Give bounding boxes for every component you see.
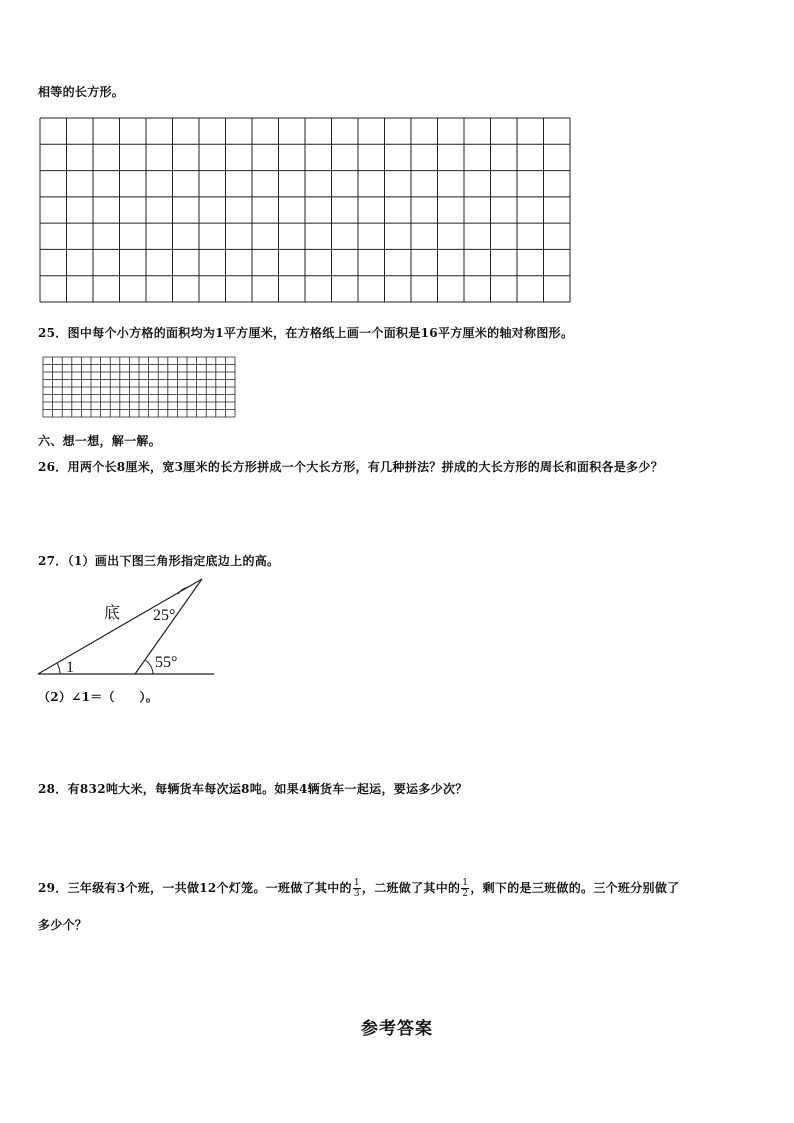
question-25: 25．图中每个小方格的面积均为1平方厘米，在方格纸上画一个面积是16平方厘米的轴对称图形。 xyxy=(38,326,574,340)
square-grid-large xyxy=(39,117,571,303)
triangle-figure xyxy=(36,576,226,686)
square-grid-small xyxy=(42,356,236,418)
fraction-numerator: 1 xyxy=(462,878,469,888)
fraction-one-half xyxy=(461,878,469,899)
question-26: 26．用两个长8厘米，宽3厘米的长方形拼成一个大长方形，有几种拼法？拼成的大长方形的周长和面积各是多少？ xyxy=(38,460,664,474)
angle-25-label: 25° xyxy=(153,607,176,624)
angle-55-arc xyxy=(145,660,153,674)
angle-1-arc xyxy=(57,663,60,674)
question-27-part-2: （2）∠1＝（ ）。 xyxy=(38,690,159,704)
question-29-line-1 xyxy=(38,878,679,899)
q29-text-part3: ，剩下的是三班做的。三个班分别做了 xyxy=(470,881,680,895)
question-27-part-1: 27．（1）画出下图三角形指定底边上的高。 xyxy=(38,554,280,568)
q29-text-part1: 29．三年级有3个班，一共做12个灯笼。一班做了其中的 xyxy=(38,881,352,895)
fraction-denominator: 2 xyxy=(462,889,469,899)
section-6-heading: 六、想一想，解一解。 xyxy=(38,434,162,448)
fraction-one-third xyxy=(353,878,361,899)
question-29-line-2: 多少个？ xyxy=(38,918,88,932)
q29-text-part2: ，二班做了其中的 xyxy=(361,881,461,895)
fraction-denominator: 3 xyxy=(353,889,360,899)
answer-section-title: 参考答案 xyxy=(361,1019,433,1039)
angle-1-label: 1 xyxy=(66,659,74,676)
angle-55-label: 55° xyxy=(155,654,178,671)
question-28: 28．有832吨大米，每辆货车每次运8吨。如果4辆货车一起运，要运多少次？ xyxy=(38,782,468,796)
q24-tail-text: 相等的长方形。 xyxy=(38,85,125,99)
base-label: 底 xyxy=(104,603,121,622)
fraction-numerator: 1 xyxy=(353,878,360,888)
